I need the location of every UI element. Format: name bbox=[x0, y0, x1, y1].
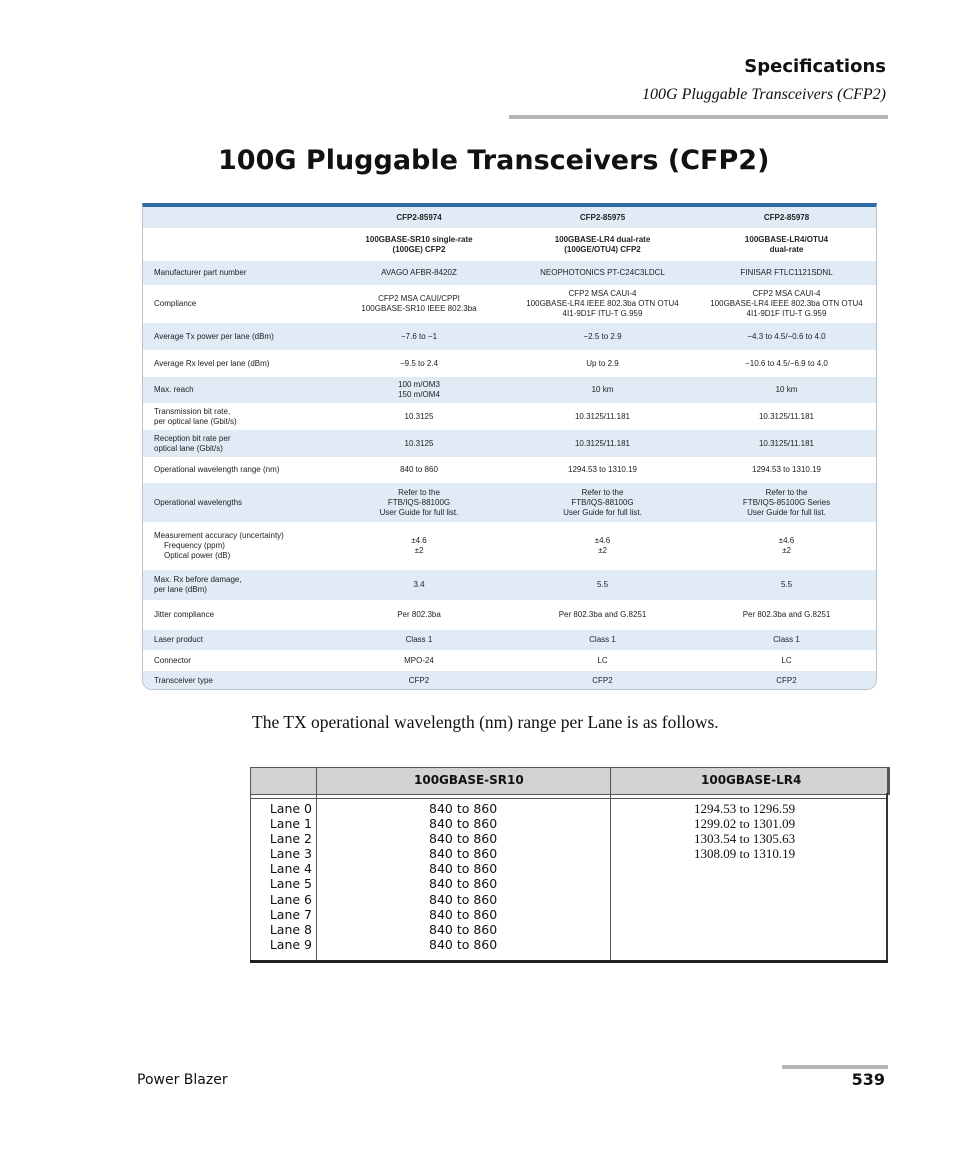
spec-row bbox=[143, 228, 877, 261]
page-number: 539 bbox=[851, 1070, 885, 1089]
spec-value-cell bbox=[695, 285, 877, 323]
lr4-range: 1308.09 to 1310.19 bbox=[694, 846, 796, 862]
spec-value-cell bbox=[328, 483, 510, 522]
spec-column-header: CFP2-85978 bbox=[695, 207, 877, 228]
spec-value-cell bbox=[695, 522, 877, 570]
spec-value-cell bbox=[695, 630, 877, 650]
spec-row-label bbox=[143, 630, 328, 650]
spec-value-line: LC bbox=[597, 655, 608, 665]
spec-value-line: 840 to 860 bbox=[400, 465, 438, 474]
spec-label-line: Reception bit rate per bbox=[154, 433, 231, 443]
page-title: 100G Pluggable Transceivers (CFP2) bbox=[218, 145, 770, 176]
spec-label-line: Operational wavelength range (nm) bbox=[154, 465, 280, 474]
spec-value-cell bbox=[328, 430, 510, 457]
spec-value-cell bbox=[695, 228, 877, 261]
spec-value-line: −10.6 to 4.5/−6.9 to 4.0 bbox=[745, 358, 828, 368]
spec-row bbox=[143, 377, 877, 403]
lane-name: Lane 2 bbox=[269, 831, 312, 847]
spec-value-line: 10.3125/11.181 bbox=[574, 411, 630, 421]
spec-value-line: 10 km bbox=[591, 385, 614, 394]
lr4-range: 1303.54 to 1305.63 bbox=[694, 831, 796, 847]
spec-row-label bbox=[143, 350, 328, 377]
spec-value-line: ±2 bbox=[414, 546, 424, 555]
spec-label-line: Operational wavelengths bbox=[154, 497, 243, 507]
spec-label-line: Optical power (dB) bbox=[164, 551, 231, 560]
spec-label-line: Manufacturer part number bbox=[154, 268, 247, 277]
spec-value-line: ±4.6 bbox=[778, 536, 795, 545]
spec-value-line: AVAGO AFBR-8420Z bbox=[381, 268, 457, 277]
spec-label-line: Measurement accuracy (uncertainty) bbox=[154, 531, 284, 540]
spec-label-line: Jitter compliance bbox=[154, 610, 215, 619]
spec-value-cell bbox=[695, 350, 877, 377]
lane-name: Lane 5 bbox=[269, 876, 312, 892]
header-divider bbox=[509, 115, 888, 119]
spec-value-cell bbox=[328, 350, 510, 377]
lane-name: Lane 8 bbox=[269, 921, 312, 937]
spec-value-line: −7.6 to −1 bbox=[400, 331, 438, 341]
spec-value-cell bbox=[510, 570, 695, 600]
spec-header-row bbox=[143, 207, 877, 228]
spec-value-cell bbox=[695, 671, 877, 690]
header-sr10: 100GBASE-SR10 bbox=[414, 773, 524, 787]
spec-row-label bbox=[143, 570, 328, 600]
table-bottom-rule bbox=[250, 960, 888, 963]
sr10-range: 840 to 860 bbox=[429, 936, 498, 952]
spec-row bbox=[143, 350, 877, 377]
spec-value-line: NEOPHOTONICS PT-C24C3LDCL bbox=[540, 268, 665, 277]
spec-value-cell bbox=[328, 323, 510, 350]
spec-value-cell bbox=[510, 522, 695, 570]
spec-value-line: (100GE/OTU4) CFP2 bbox=[564, 244, 641, 254]
sr10-range: 840 to 860 bbox=[429, 801, 498, 816]
spec-value-line: dual-rate bbox=[769, 244, 804, 254]
spec-value-cell bbox=[328, 228, 510, 261]
spec-label-line: Transmission bit rate, bbox=[154, 406, 231, 416]
spec-value-cell bbox=[510, 600, 695, 630]
header-separator bbox=[250, 798, 888, 799]
spec-value-line: CFP2 MSA CAUI-4 bbox=[752, 289, 821, 298]
sr10-range: 840 to 860 bbox=[429, 891, 498, 907]
lane-intro-text: The TX operational wavelength (nm) range per Lane is as follows. bbox=[252, 712, 719, 732]
lane-name: Lane 0 bbox=[269, 801, 312, 816]
spec-value-line: User Guide for full list. bbox=[747, 507, 826, 517]
spec-value-cell bbox=[695, 457, 877, 483]
lane-table-header bbox=[250, 767, 890, 795]
spec-value-cell bbox=[510, 671, 695, 690]
spec-value-line: FTB/IQS-88100G bbox=[387, 497, 451, 507]
spec-row-label bbox=[143, 285, 328, 323]
spec-value-cell bbox=[695, 430, 877, 457]
spec-value-line: User Guide for full list. bbox=[379, 507, 459, 517]
spec-label-line: Laser product bbox=[154, 635, 203, 644]
spec-value-line: 10 km bbox=[775, 385, 798, 394]
spec-value-cell bbox=[328, 285, 510, 323]
spec-value-cell bbox=[510, 323, 695, 350]
spec-value-line: ±4.6 bbox=[594, 536, 611, 545]
spec-label-line: Compliance bbox=[154, 299, 197, 308]
spec-value-line: 100GBASE-SR10 single-rate bbox=[365, 234, 473, 244]
spec-value-cell bbox=[510, 350, 695, 377]
spec-value-line: CFP2 MSA CAUI-4 bbox=[568, 289, 637, 298]
spec-value-line: 100GBASE-LR4 dual-rate bbox=[554, 234, 651, 244]
spec-value-cell bbox=[695, 483, 877, 522]
header-lr4: 100GBASE-LR4 bbox=[701, 773, 802, 787]
spec-value-cell bbox=[695, 650, 877, 671]
spec-table bbox=[143, 207, 877, 690]
spec-value-line: (100GE) CFP2 bbox=[392, 244, 446, 254]
spec-value-line: 10.3125/11.181 bbox=[758, 438, 814, 448]
spec-row bbox=[143, 323, 877, 350]
spec-value-line: ±2 bbox=[782, 546, 791, 555]
spec-label-line: Connector bbox=[154, 655, 191, 665]
spec-row-label bbox=[143, 483, 328, 522]
spec-value-line: −9.5 to 2.4 bbox=[399, 358, 439, 368]
sr10-column bbox=[429, 801, 497, 952]
spec-row-label bbox=[143, 457, 328, 483]
spec-value-cell bbox=[695, 261, 877, 285]
spec-row-label bbox=[143, 522, 328, 570]
spec-value-line: 4I1-9D1F ITU-T G.959 bbox=[746, 309, 827, 318]
spec-value-line: Class 1 bbox=[589, 635, 616, 644]
spec-row bbox=[143, 457, 877, 483]
spec-row bbox=[143, 630, 877, 650]
spec-value-line: Class 1 bbox=[773, 635, 800, 644]
spec-value-cell bbox=[510, 483, 695, 522]
spec-value-cell bbox=[510, 403, 695, 430]
sr10-range: 840 to 860 bbox=[429, 816, 498, 832]
spec-value-line: 1294.53 to 1310.19 bbox=[568, 465, 637, 474]
lane-name: Lane 3 bbox=[269, 846, 312, 862]
spec-row-label bbox=[143, 671, 328, 690]
spec-label-line: Max. Rx before damage, bbox=[154, 575, 242, 584]
spec-row bbox=[143, 483, 877, 522]
sr10-range: 840 to 860 bbox=[429, 831, 498, 847]
spec-value-cell bbox=[510, 430, 695, 457]
spec-value-cell bbox=[510, 457, 695, 483]
right-border bbox=[886, 793, 888, 961]
spec-value-cell bbox=[695, 403, 877, 430]
spec-value-line: FTB/IQS-88100G bbox=[571, 497, 634, 507]
spec-value-line: MPO-24 bbox=[404, 655, 434, 665]
lr4-range: 1294.53 to 1296.59 bbox=[694, 801, 796, 816]
spec-value-line: 100GBASE-LR4 IEEE 802.3ba OTN OTU4 bbox=[710, 299, 863, 308]
spec-value-line: ±2 bbox=[598, 546, 607, 555]
spec-row bbox=[143, 600, 877, 630]
spec-label-line: optical lane (Gbit/s) bbox=[154, 443, 223, 453]
spec-value-line: 100GBASE-SR10 IEEE 802.3ba bbox=[361, 304, 477, 313]
section-title: Specifications bbox=[744, 56, 886, 77]
spec-row-label bbox=[143, 403, 328, 430]
footer-product-name: Power Blazer bbox=[137, 1072, 228, 1088]
spec-value-cell bbox=[328, 522, 510, 570]
spec-value-line: Up to 2.9 bbox=[586, 358, 619, 368]
sr10-range: 840 to 860 bbox=[429, 846, 498, 862]
spec-value-line: 1294.53 to 1310.19 bbox=[752, 465, 821, 474]
spec-row bbox=[143, 430, 877, 457]
lane-name-column bbox=[270, 801, 312, 952]
spec-value-cell bbox=[510, 377, 695, 403]
spec-value-line: ±4.6 bbox=[411, 536, 427, 545]
spec-value-cell bbox=[695, 570, 877, 600]
spec-row bbox=[143, 650, 877, 671]
lane-name: Lane 1 bbox=[269, 816, 312, 832]
section-subtitle: 100G Pluggable Transceivers (CFP2) bbox=[642, 86, 886, 103]
sr10-range: 840 to 860 bbox=[429, 906, 498, 922]
spec-value-line: 10.3125 bbox=[404, 438, 434, 448]
spec-value-cell bbox=[510, 630, 695, 650]
spec-value-line: 10.3125 bbox=[404, 411, 434, 421]
spec-value-line: LC bbox=[781, 655, 792, 665]
spec-value-line: 150 m/OM4 bbox=[398, 390, 440, 399]
spec-label-line: Max. reach bbox=[154, 385, 194, 394]
spec-value-cell bbox=[328, 570, 510, 600]
footer-divider bbox=[782, 1065, 888, 1069]
lane-name: Lane 7 bbox=[269, 906, 312, 922]
spec-value-cell bbox=[328, 403, 510, 430]
spec-row-label bbox=[143, 228, 328, 261]
spec-value-cell bbox=[328, 650, 510, 671]
spec-label-line: Frequency (ppm) bbox=[164, 541, 225, 550]
spec-value-line: Per 802.3ba bbox=[397, 610, 441, 619]
lr4-range: 1299.02 to 1301.09 bbox=[694, 816, 796, 832]
spec-table-container bbox=[142, 203, 877, 690]
spec-label-line: Average Tx power per lane (dBm) bbox=[154, 331, 274, 341]
spec-value-cell bbox=[328, 457, 510, 483]
spec-value-line: CFP2 bbox=[408, 676, 430, 685]
lane-table bbox=[250, 767, 888, 964]
spec-value-line: FTB/IQS-85100G Series bbox=[742, 497, 831, 507]
spec-value-line: CFP2 bbox=[592, 676, 613, 685]
spec-value-line: Refer to the bbox=[765, 487, 808, 497]
spec-value-cell bbox=[328, 630, 510, 650]
lane-name: Lane 4 bbox=[269, 861, 312, 877]
spec-row bbox=[143, 261, 877, 285]
spec-row-label bbox=[143, 650, 328, 671]
lane-name: Lane 6 bbox=[269, 891, 312, 907]
spec-value-cell bbox=[510, 650, 695, 671]
spec-row bbox=[143, 570, 877, 600]
spec-value-cell bbox=[328, 600, 510, 630]
left-border bbox=[250, 767, 251, 961]
spec-value-line: Per 802.3ba and G.8251 bbox=[742, 610, 831, 619]
spec-value-cell bbox=[328, 261, 510, 285]
sr10-range: 840 to 860 bbox=[429, 921, 498, 937]
spec-value-line: 100GBASE-LR4 IEEE 802.3ba OTN OTU4 bbox=[526, 299, 679, 308]
spec-value-line: 5.5 bbox=[596, 580, 609, 589]
column-divider-2 bbox=[610, 767, 611, 961]
spec-value-line: FINISAR FTLC1121SDNL bbox=[740, 268, 833, 277]
spec-value-line: 100GBASE-LR4/OTU4 bbox=[744, 234, 829, 244]
spec-label-line: Average Rx level per lane (dBm) bbox=[154, 358, 270, 368]
spec-row-label bbox=[143, 600, 328, 630]
spec-row bbox=[143, 285, 877, 323]
spec-value-line: −2.5 to 2.9 bbox=[583, 331, 622, 341]
spec-row bbox=[143, 403, 877, 430]
spec-label-line: per optical lane (Gbit/s) bbox=[154, 416, 237, 426]
spec-column-header: CFP2-85974 bbox=[328, 207, 510, 228]
spec-value-line: CFP2 MSA CAUI/CPPI bbox=[378, 294, 460, 303]
spec-value-cell bbox=[328, 671, 510, 690]
lane-name: Lane 9 bbox=[269, 936, 312, 952]
spec-value-cell bbox=[510, 261, 695, 285]
spec-value-line: Class 1 bbox=[405, 635, 433, 644]
spec-row-label bbox=[143, 261, 328, 285]
sr10-range: 840 to 860 bbox=[429, 861, 498, 877]
spec-value-line: Per 802.3ba and G.8251 bbox=[558, 610, 647, 619]
spec-value-cell bbox=[695, 377, 877, 403]
spec-value-line: 10.3125/11.181 bbox=[574, 438, 630, 448]
spec-value-cell bbox=[695, 323, 877, 350]
spec-row-label bbox=[143, 323, 328, 350]
spec-value-cell bbox=[510, 285, 695, 323]
spec-label-line: per lane (dBm) bbox=[154, 585, 207, 594]
spec-value-line: Refer to the bbox=[398, 487, 440, 497]
spec-value-line: 10.3125/11.181 bbox=[758, 411, 814, 421]
spec-value-line: 4I1-9D1F ITU-T G.959 bbox=[562, 309, 643, 318]
spec-value-line: CFP2 bbox=[776, 676, 797, 685]
spec-value-cell bbox=[328, 377, 510, 403]
sr10-range: 840 to 860 bbox=[429, 876, 498, 892]
spec-row-label bbox=[143, 430, 328, 457]
spec-corner-cell bbox=[143, 207, 328, 228]
column-divider-1 bbox=[316, 767, 317, 961]
spec-value-line: 5.5 bbox=[780, 580, 793, 589]
spec-row bbox=[143, 522, 877, 570]
spec-value-cell bbox=[510, 228, 695, 261]
spec-row bbox=[143, 671, 877, 690]
spec-value-cell bbox=[695, 600, 877, 630]
spec-value-line: Refer to the bbox=[581, 487, 624, 497]
spec-value-line: User Guide for full list. bbox=[563, 507, 642, 517]
spec-value-line: −4.3 to 4.5/−0.6 to 4.0 bbox=[747, 331, 826, 341]
spec-row-label bbox=[143, 377, 328, 403]
spec-value-line: 100 m/OM3 bbox=[398, 380, 440, 389]
spec-column-header: CFP2-85975 bbox=[510, 207, 695, 228]
lr4-column bbox=[694, 801, 795, 861]
spec-value-line: 3.4 bbox=[413, 580, 425, 589]
spec-label-line: Transceiver type bbox=[154, 676, 213, 685]
